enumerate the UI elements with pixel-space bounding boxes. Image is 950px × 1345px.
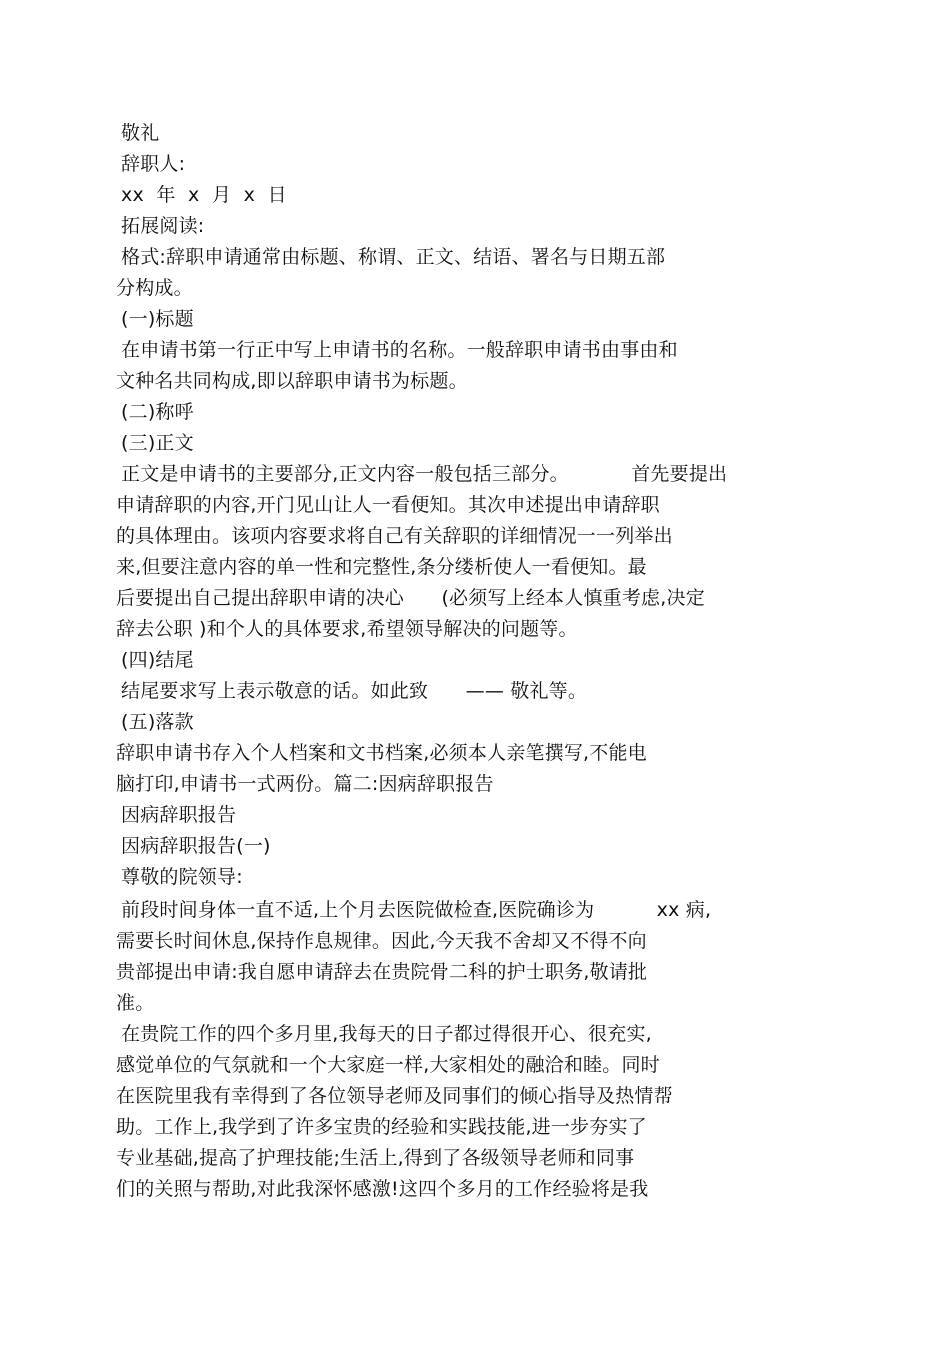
section-heading: 拓展阅读:	[121, 215, 205, 237]
section-heading: 因病辞职报告	[121, 804, 237, 826]
paragraph-line: 格式:辞职申请通常由标题、称谓、正文、结语、署名与日期五部	[121, 246, 666, 268]
signer-label: 辞职人:	[121, 153, 186, 175]
paragraph-line: 来,但要注意内容的单一性和完整性,条分缕析使人一看便知。最	[116, 556, 647, 578]
paragraph-line: 们的关照与帮助,对此我深怀感激!这四个多月的工作经验将是我	[116, 1178, 649, 1200]
paragraph-line: 结尾要求写上表示敬意的话。如此致 —— 敬礼等。	[121, 680, 588, 702]
paragraph-line: 贵部提出申请:我自愿申请辞去在贵院骨二科的护士职务,敬请批	[116, 961, 648, 983]
paragraph-line: 助。工作上,我学到了许多宝贵的经验和实践技能,进一步夯实了	[116, 1116, 647, 1138]
paragraph-line: 需要长时间休息,保持作息规律。因此,今天我不舍却又不得不向	[116, 930, 647, 952]
section-heading: (三)正文	[121, 432, 194, 454]
paragraph-line: 辞职申请书存入个人档案和文书档案,必须本人亲笔撰写,不能电	[116, 742, 647, 764]
closing-salutation: 敬礼	[121, 122, 160, 144]
date-line: xx 年 x 月 x 日	[121, 184, 287, 206]
paragraph-line: 辞去公职 )和个人的具体要求,希望领导解决的问题等。	[116, 618, 578, 640]
paragraph-line: 前段时间身体一直不适,上个月去医院做检查,医院确诊为 xx 病,	[121, 899, 712, 921]
section-heading: 因病辞职报告(一)	[121, 835, 271, 857]
paragraph-line: 分构成。	[116, 277, 193, 299]
section-heading: (五)落款	[121, 711, 194, 733]
paragraph-line: 在贵院工作的四个多月里,我每天的日子都过得很开心、很充实,	[121, 1023, 652, 1045]
paragraph-line: 准。	[116, 992, 155, 1014]
paragraph-line: 脑打印,申请书一式两份。篇二:因病辞职报告	[116, 773, 494, 795]
paragraph-line: 感觉单位的气氛就和一个大家庭一样,大家相处的融洽和睦。同时	[116, 1054, 660, 1076]
section-heading: (二)称呼	[121, 401, 194, 423]
paragraph-line: 在医院里我有幸得到了各位领导老师及同事们的倾心指导及热情帮	[116, 1085, 673, 1107]
section-heading: (一)标题	[121, 308, 194, 330]
letter-salutation: 尊敬的院领导:	[121, 866, 243, 888]
paragraph-line: 在申请书第一行正中写上申请书的名称。一般辞职申请书由事由和	[121, 339, 678, 361]
paragraph-line: 正文是申请书的主要部分,正文内容一般包括三部分。 首先要提出	[121, 463, 728, 485]
paragraph-line: 申请辞职的内容,开门见山让人一看便知。其次申述提出申请辞职	[116, 494, 660, 516]
paragraph-line: 的具体理由。该项内容要求将自己有关辞职的详细情况一一列举出	[116, 525, 673, 547]
paragraph-line: 后要提出自己提出辞职申请的决心 (必须写上经本人慎重考虑,决定	[116, 587, 705, 609]
paragraph-line: 文种名共同构成,即以辞职申请书为标题。	[116, 370, 468, 392]
section-heading: (四)结尾	[121, 649, 194, 671]
paragraph-line: 专业基础,提高了护理技能;生活上,得到了各级领导老师和同事	[116, 1147, 635, 1169]
